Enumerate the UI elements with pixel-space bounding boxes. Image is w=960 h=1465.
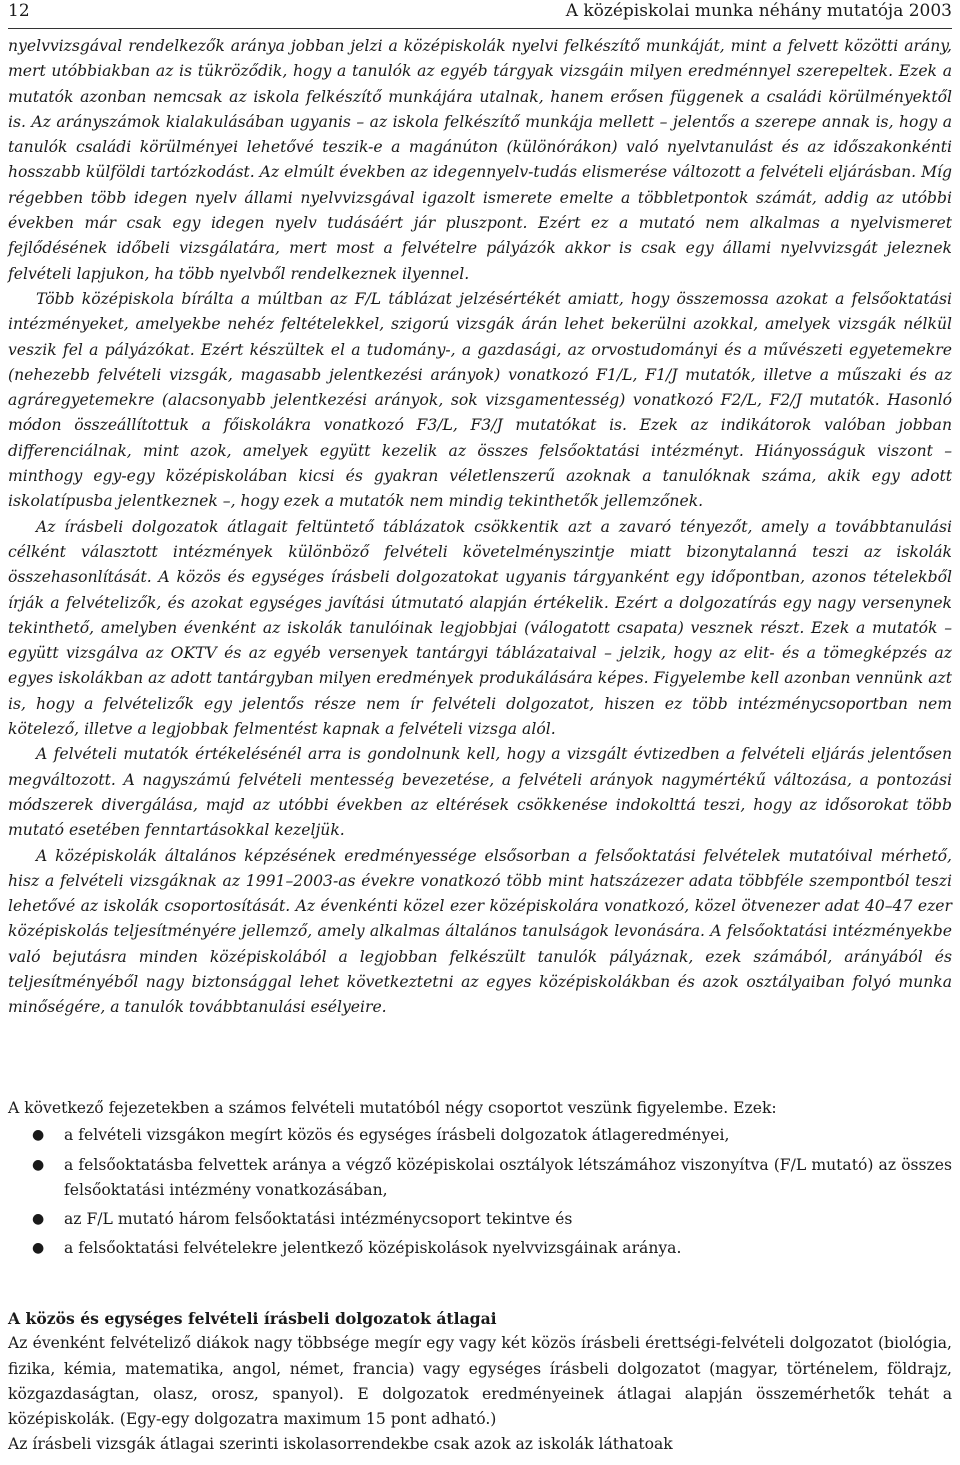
italic-paragraph: nyelvvizsgával rendelkezők aránya jobban jelzi a középiskolák nyelvi felkészítő munkáját, mint a felvett közötti arány, mert utóbbiakban az is tükröződik, hogy a tanulók az egyéb tárgyak vizsgáin milyen eredménnyel szerepeltek. Ezek a mutatók azonban nemcsak az iskola felkészítő munkájára utalnak, hanem erősen függenek a családi körülményektől is. Az arányszámok kialakulásában ugyanis – az iskola felkészítő munkája mellett – jelentős a szerepe annak is, hogy a tanulók családi körülményei lehetővé teszik-e a magánúton (különórákon) való nyelvtanulást és az időszakonkénti hosszabb külföldi tartózkodást. Az elmúlt években az idegennyelv-tudás elismerése változott a felvételi eljárásban. Míg régebben több idegen nyelv állami nyelvvizsgával igazolt ismerete emelte a többletpontok számát, addig az utóbbi években már csak egy idegen nyelv tudásáért jár pluszpont. Ezért ez a mutató nem alkalmas a nyelvismeret fejlődésének időbeli vizsgálatára, mert most a felvételre pályázók akkor is csak egy állami nyelvvizsgát jeleznek felvételi lapjukon, ha több nyelvből rendelkeznek ilyennel.: [8, 37, 952, 283]
bullet-icon: ●: [32, 1156, 45, 1173]
section-body: Az évenként felvételiző diákok nagy többsége megír egy vagy két közös írásbeli érettségi-felvételi dolgozatot (biológia, fizika, kémia, matematika, angol, német, francia) vagy egységes írásbeli dolgozatot (magyar, történelem, földrajz, közgazdaságtan, olasz, orosz, spanyol). E dolgozatok eredményeinek átlagai alapján összemérhetők tehát a középiskolák. (Egy-egy dolgozatra maximum 15 pont adható.): [8, 1334, 952, 1429]
section-heading: A közös és egységes felvételi írásbeli dolgozatok átlagai: [8, 1309, 497, 1328]
list-item: [8, 1236, 952, 1261]
italic-paragraph: A középiskolák általános képzésének eredményessége elsősorban a felsőoktatási felvételek mutatóival mérhető, hisz a felvételi vizsgáknak az 1991–2003-as évekre vonatkozó több mint hatszázezer adata többféle szempontból teszi lehetővé az iskolák csoportosítását. Az évenkénti közel ezer középiskolára vonatkozó, közel ötvenezer adat 40–47 ezer középiskolás teljesítményére jellemző, amely alkalmas általános tanulságok levonására. A felsőoktatási intézményekbe való bejutásra minden középiskolából a legjobban felkészült tanulók pályáznak, ezek számából, arányából és teljesítményéből nagy biztonsággal lehet következtetni az egyes középiskolákban és azok osztályaiban folyó munka minőségére, a tanulók továbbtanulási esélyeire.: [8, 846, 952, 1017]
bullet-icon: ●: [32, 1211, 45, 1228]
written-exam-section: [8, 1306, 952, 1458]
list-item-text: az F/L mutató három felsőoktatási intézménycsoport tekintve és: [64, 1210, 573, 1229]
page-number: 12: [8, 1, 30, 21]
list-item-text: a felsőoktatásba felvettek aránya a végző középiskolai osztályok létszámához viszonyítva (F/L mutató) az összes felsőoktatási intézmény vonatkozásában,: [64, 1155, 952, 1199]
list-item-text: a felsőoktatási felvételekre jelentkező középiskolások nyelvvizsgáinak aránya.: [64, 1239, 682, 1258]
italic-paragraph: A felvételi mutatók értékelésénél arra is gondolnunk kell, hogy a vizsgált évtizedben a felvételi eljárás jelentősen megváltozott. A nagyszámú felvételi mentesség bevezetése, a felvételi arányok nagymértékű változása, a pontozási módszerek divergálása, majd az utóbbi években az eltérések csökkenése indokolttá teszi, hogy az idősorokat több mutató esetében fenntartásokkal kezeljük.: [8, 745, 952, 840]
section-last-line: Az írásbeli vizsgák átlagai szerinti iskolasorrendekbe csak azok az iskolák láthatoak: [8, 1435, 673, 1454]
running-title: A középiskolai munka néhány mutatója 2003: [565, 1, 952, 21]
italic-paragraph: Több középiskola bírálta a múltban az F/L táblázat jelzésértékét amiatt, hogy összemossa azokat a felsőoktatási intézményeket, amelyekbe nehéz feltételekkel, szigorú vizsgák árán lehet bekerülni azokkal, amelyek vizsgák nélkül veszik fel a pályázókat. Ezért készültek el a tudomány-, a gazdasági, az orvostudományi és a művészeti egyetemekre (nehezebb felvételi vizsgák, magasabb jelentkezési arányok) vonatkozó F1/L, F1/J mutatók, illetve a műszaki és az agráregyetemekre (alacsonyabb jelentkezési arányok, sok vizsgamentesség) vonatkozó F2/L, F2/J mutatók. Hasonló módon összeállítottuk a főiskolákra vonatkozó F3/L, F3/J mutatókat is. Ezek az indikátorok valóban jobban differenciálnak, mint azok, amelyek együtt kezelik az összes felsőoktatási intézményt. Hiányosságuk viszont – minthogy egy-egy középiskolában kicsi és gyakran véletlenszerű azoknak a tanulóknak száma, akik egy adott iskolatípusba jelentkeznek –, hogy ezek a mutatók nem mindig tekinthetők jellemzőnek.: [8, 289, 952, 511]
italic-paragraph: Az írásbeli dolgozatok átlagait feltüntető táblázatok csökkentik azt a zavaró tényezőt, amely a továbbtanulási célként választott intézmények különböző felvételi követelményszintje miatt bizonytalanná teszi az iskolák összehasonlítását. A közös és egységes írásbeli dolgozatokat ugyanis tárgyanként egy időpontban, azonos tételekből írják a felvételizők, és azokat egységes javítási útmutató alapján értékelik. Ezért a dolgozatírás egy nagy versenynek tekinthető, amelyben évenként az iskolák tanulóinak legjobbjai (válogatott csapata) vesznek részt. Ezek a mutatók – együtt vizsgálva az OKTV és az egyéb versenyek tantárgyi táblázataival – jelzik, hogy az elit- és a tömegképzés az egyes iskolákban az adott tantárgyban milyen eredmények produkálására képes. Figyelembe kell azonban vennünk azt is, hogy a felvételizők egy jelentős része nem ír felvételi dolgozatot, hiszen ez több intézménycsoportban nem kötelező, illetve a legjobbak felmentést kapnak a felvételi vizsga alól.: [8, 517, 952, 739]
bullet-icon: ●: [32, 1127, 45, 1144]
italic-text-block: [8, 34, 952, 1021]
intro-lead: A következő fejezetekben a számos felvételi mutatóból négy csoportot veszünk figyelembe. Ezek:: [8, 1099, 777, 1117]
intro-section: [8, 1096, 952, 1266]
indicator-list: [8, 1123, 952, 1261]
header-rule: [8, 28, 952, 29]
bullet-icon: ●: [32, 1240, 45, 1257]
list-item: [8, 1207, 952, 1232]
list-item: [8, 1123, 952, 1148]
list-item: [8, 1153, 952, 1204]
page-header: [8, 0, 952, 30]
list-item-text: a felvételi vizsgákon megírt közös és egységes írásbeli dolgozatok átlageredményei,: [64, 1126, 730, 1145]
